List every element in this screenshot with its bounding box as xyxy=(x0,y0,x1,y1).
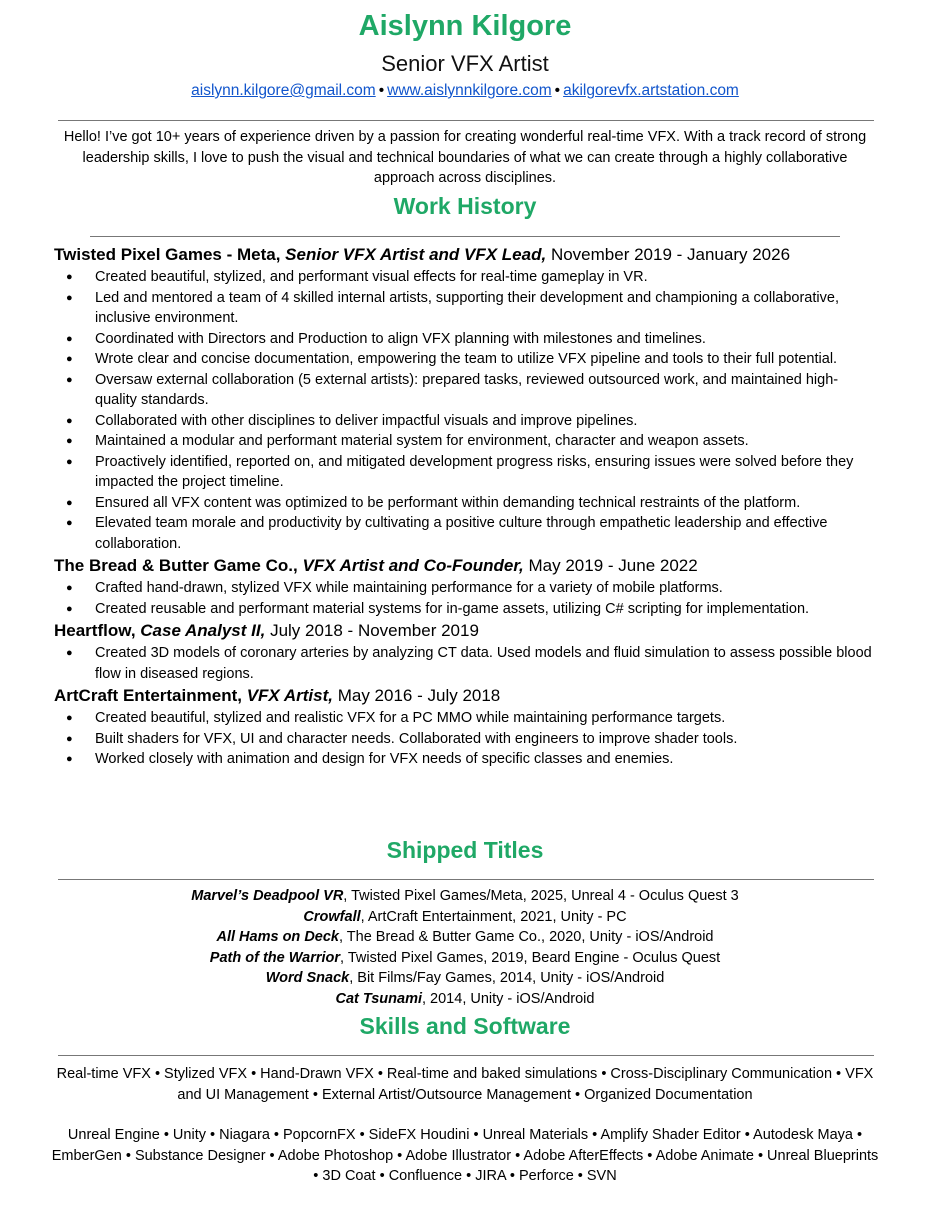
game-name: All Hams on Deck xyxy=(216,929,339,946)
job-role: Senior VFX Artist and VFX Lead, xyxy=(285,245,547,264)
skills-heading: Skills and Software xyxy=(359,1013,571,1039)
job-heading xyxy=(54,554,874,578)
job-company: Heartflow, xyxy=(54,621,136,640)
job-role: Case Analyst II, xyxy=(140,621,266,640)
shipped-titles-divider xyxy=(58,879,874,880)
job-bullet: ● Built shaders for VFX, UI and character needs. Collaborated with engineers to improve shader tools. xyxy=(54,729,874,750)
contact-line xyxy=(0,82,930,100)
job-bullet: ● Created reusable and performant material systems for in-game assets, utilizing C# scripting for implementation. xyxy=(54,599,874,620)
game-details: , The Bread & Butter Game Co., 2020, Unity - iOS/Android xyxy=(339,929,714,946)
shipped-title xyxy=(0,927,930,948)
shipped-title xyxy=(0,886,930,907)
game-details: , Twisted Pixel Games, 2019, Beard Engine - Oculus Quest xyxy=(340,949,721,966)
job-heading xyxy=(54,684,874,708)
job-company: Twisted Pixel Games - Meta, xyxy=(54,245,281,264)
game-details: , 2014, Unity - iOS/Android xyxy=(422,990,595,1007)
job-heading xyxy=(54,619,874,643)
job-bullets xyxy=(54,708,874,770)
job-dates: July 2018 - November 2019 xyxy=(270,621,479,640)
shipped-titles-list xyxy=(0,886,930,1010)
shipped-title xyxy=(0,907,930,928)
job-bullets xyxy=(54,578,874,619)
game-name: Word Snack xyxy=(265,970,350,987)
software-list: Unreal Engine • Unity • Niagara • PopcornFX • SideFX Houdini • Unreal Materials • Amplify Shader Editor • Autodesk Maya • EmberGen • Substance Designer • Adobe Photoshop • Adobe Illustrator • Adobe AfterEffects • Adobe Animate • Unreal Blueprints • 3D Coat • Confluence • JIRA • Perforce • SVN xyxy=(51,1127,879,1184)
job-bullet: ● Led and mentored a team of 4 skilled internal artists, supporting their development and championing a collaborative, inclusive environment. xyxy=(54,288,874,329)
shipped-title xyxy=(0,948,930,969)
contact-separator: • xyxy=(554,82,561,99)
job-bullet: ● Created 3D models of coronary arteries by analyzing CT data. Used models and fluid simulation to assess possible blood flow in diseased regions. xyxy=(54,643,874,684)
artstation-link[interactable]: akilgorevfx.artstation.com xyxy=(563,82,739,99)
job-bullets xyxy=(54,267,874,554)
job-bullet: ● Wrote clear and concise documentation, empowering the team to utilize VFX pipeline and tools to their full potential. xyxy=(54,349,874,370)
job-dates: May 2019 - June 2022 xyxy=(528,556,698,575)
job-role: VFX Artist and Co-Founder, xyxy=(302,556,524,575)
candidate-name: Aislynn Kilgore xyxy=(358,10,572,42)
job-bullets xyxy=(54,643,874,684)
job-company: The Bread & Butter Game Co., xyxy=(54,556,298,575)
game-name: Path of the Warrior xyxy=(209,949,341,966)
job-entry xyxy=(54,684,874,770)
game-details: , Bit Films/Fay Games, 2014, Unity - iOS/Android xyxy=(349,970,665,987)
job-bullet: ● Collaborated with other disciplines to deliver impactful visuals and improve pipelines. xyxy=(54,411,874,432)
job-company: ArtCraft Entertainment, xyxy=(54,686,242,705)
work-history-divider xyxy=(90,236,840,237)
work-history-heading: Work History xyxy=(393,193,537,219)
job-bullet: ● Maintained a modular and performant material system for environment, character and weapon assets. xyxy=(54,431,874,452)
job-dates: November 2019 - January 2026 xyxy=(550,245,791,264)
job-bullet: ● Ensured all VFX content was optimized to be performant within demanding technical restraints of the platform. xyxy=(54,493,874,514)
job-heading xyxy=(54,243,874,267)
game-name: Marvel’s Deadpool VR xyxy=(191,888,344,904)
job-bullet: ● Oversaw external collaboration (5 external artists): prepared tasks, reviewed outsourced work, and maintained high-quality standards. xyxy=(54,370,874,411)
header-divider xyxy=(58,120,874,121)
email-link[interactable]: aislynn.kilgore@gmail.com xyxy=(191,82,376,99)
job-bullet: ● Elevated team morale and productivity by cultivating a positive culture through empathetic leadership and effective collaboration. xyxy=(54,513,874,554)
summary-paragraph: Hello! I’ve got 10+ years of experience driven by a passion for creating wonderful real-time VFX. With a track record of strong leadership skills, I love to push the visual and technical boundaries of what we can create through a highly collaborative approach across disciplines. xyxy=(63,129,867,186)
game-details: , ArtCraft Entertainment, 2021, Unity - PC xyxy=(360,908,627,925)
job-bullet: ● Created beautiful, stylized, and performant visual effects for real-time gameplay in VR. xyxy=(54,267,874,288)
job-entry xyxy=(54,554,874,619)
job-list xyxy=(54,243,874,770)
job-bullet: ● Crafted hand-drawn, stylized VFX while maintaining performance for a variety of mobile platforms. xyxy=(54,578,874,599)
job-bullet: ● Created beautiful, stylized and realistic VFX for a PC MMO while maintaining performance targets. xyxy=(54,708,874,729)
shipped-title xyxy=(0,968,930,989)
shipped-titles-heading: Shipped Titles xyxy=(386,837,544,863)
job-dates: May 2016 - July 2018 xyxy=(337,686,501,705)
job-bullet: ● Coordinated with Directors and Production to align VFX planning with milestones and timelines. xyxy=(54,329,874,350)
job-entry xyxy=(54,243,874,554)
game-name: Crowfall xyxy=(303,908,361,925)
game-name: Cat Tsunami xyxy=(335,990,422,1007)
job-entry xyxy=(54,619,874,684)
job-bullet: ● Proactively identified, reported on, and mitigated development progress risks, ensuring issues were solved before they impacted the project timeline. xyxy=(54,452,874,493)
website-link[interactable]: www.aislynnkilgore.com xyxy=(387,82,552,99)
candidate-title: Senior VFX Artist xyxy=(381,51,549,76)
shipped-title xyxy=(0,989,930,1010)
job-bullet: ● Worked closely with animation and design for VFX needs of specific classes and enemies. xyxy=(54,749,874,770)
job-role: VFX Artist, xyxy=(246,686,333,705)
contact-separator: • xyxy=(378,82,385,99)
game-details: , Twisted Pixel Games/Meta, 2025, Unreal 4 - Oculus Quest 3 xyxy=(343,888,739,904)
skills-divider xyxy=(58,1055,874,1056)
skills-list: Real-time VFX • Stylized VFX • Hand-Drawn VFX • Real-time and baked simulations • Cross-Disciplinary Communication • VFX and UI Management • External Artist/Outsource Management • Organized Documentation xyxy=(56,1066,874,1103)
